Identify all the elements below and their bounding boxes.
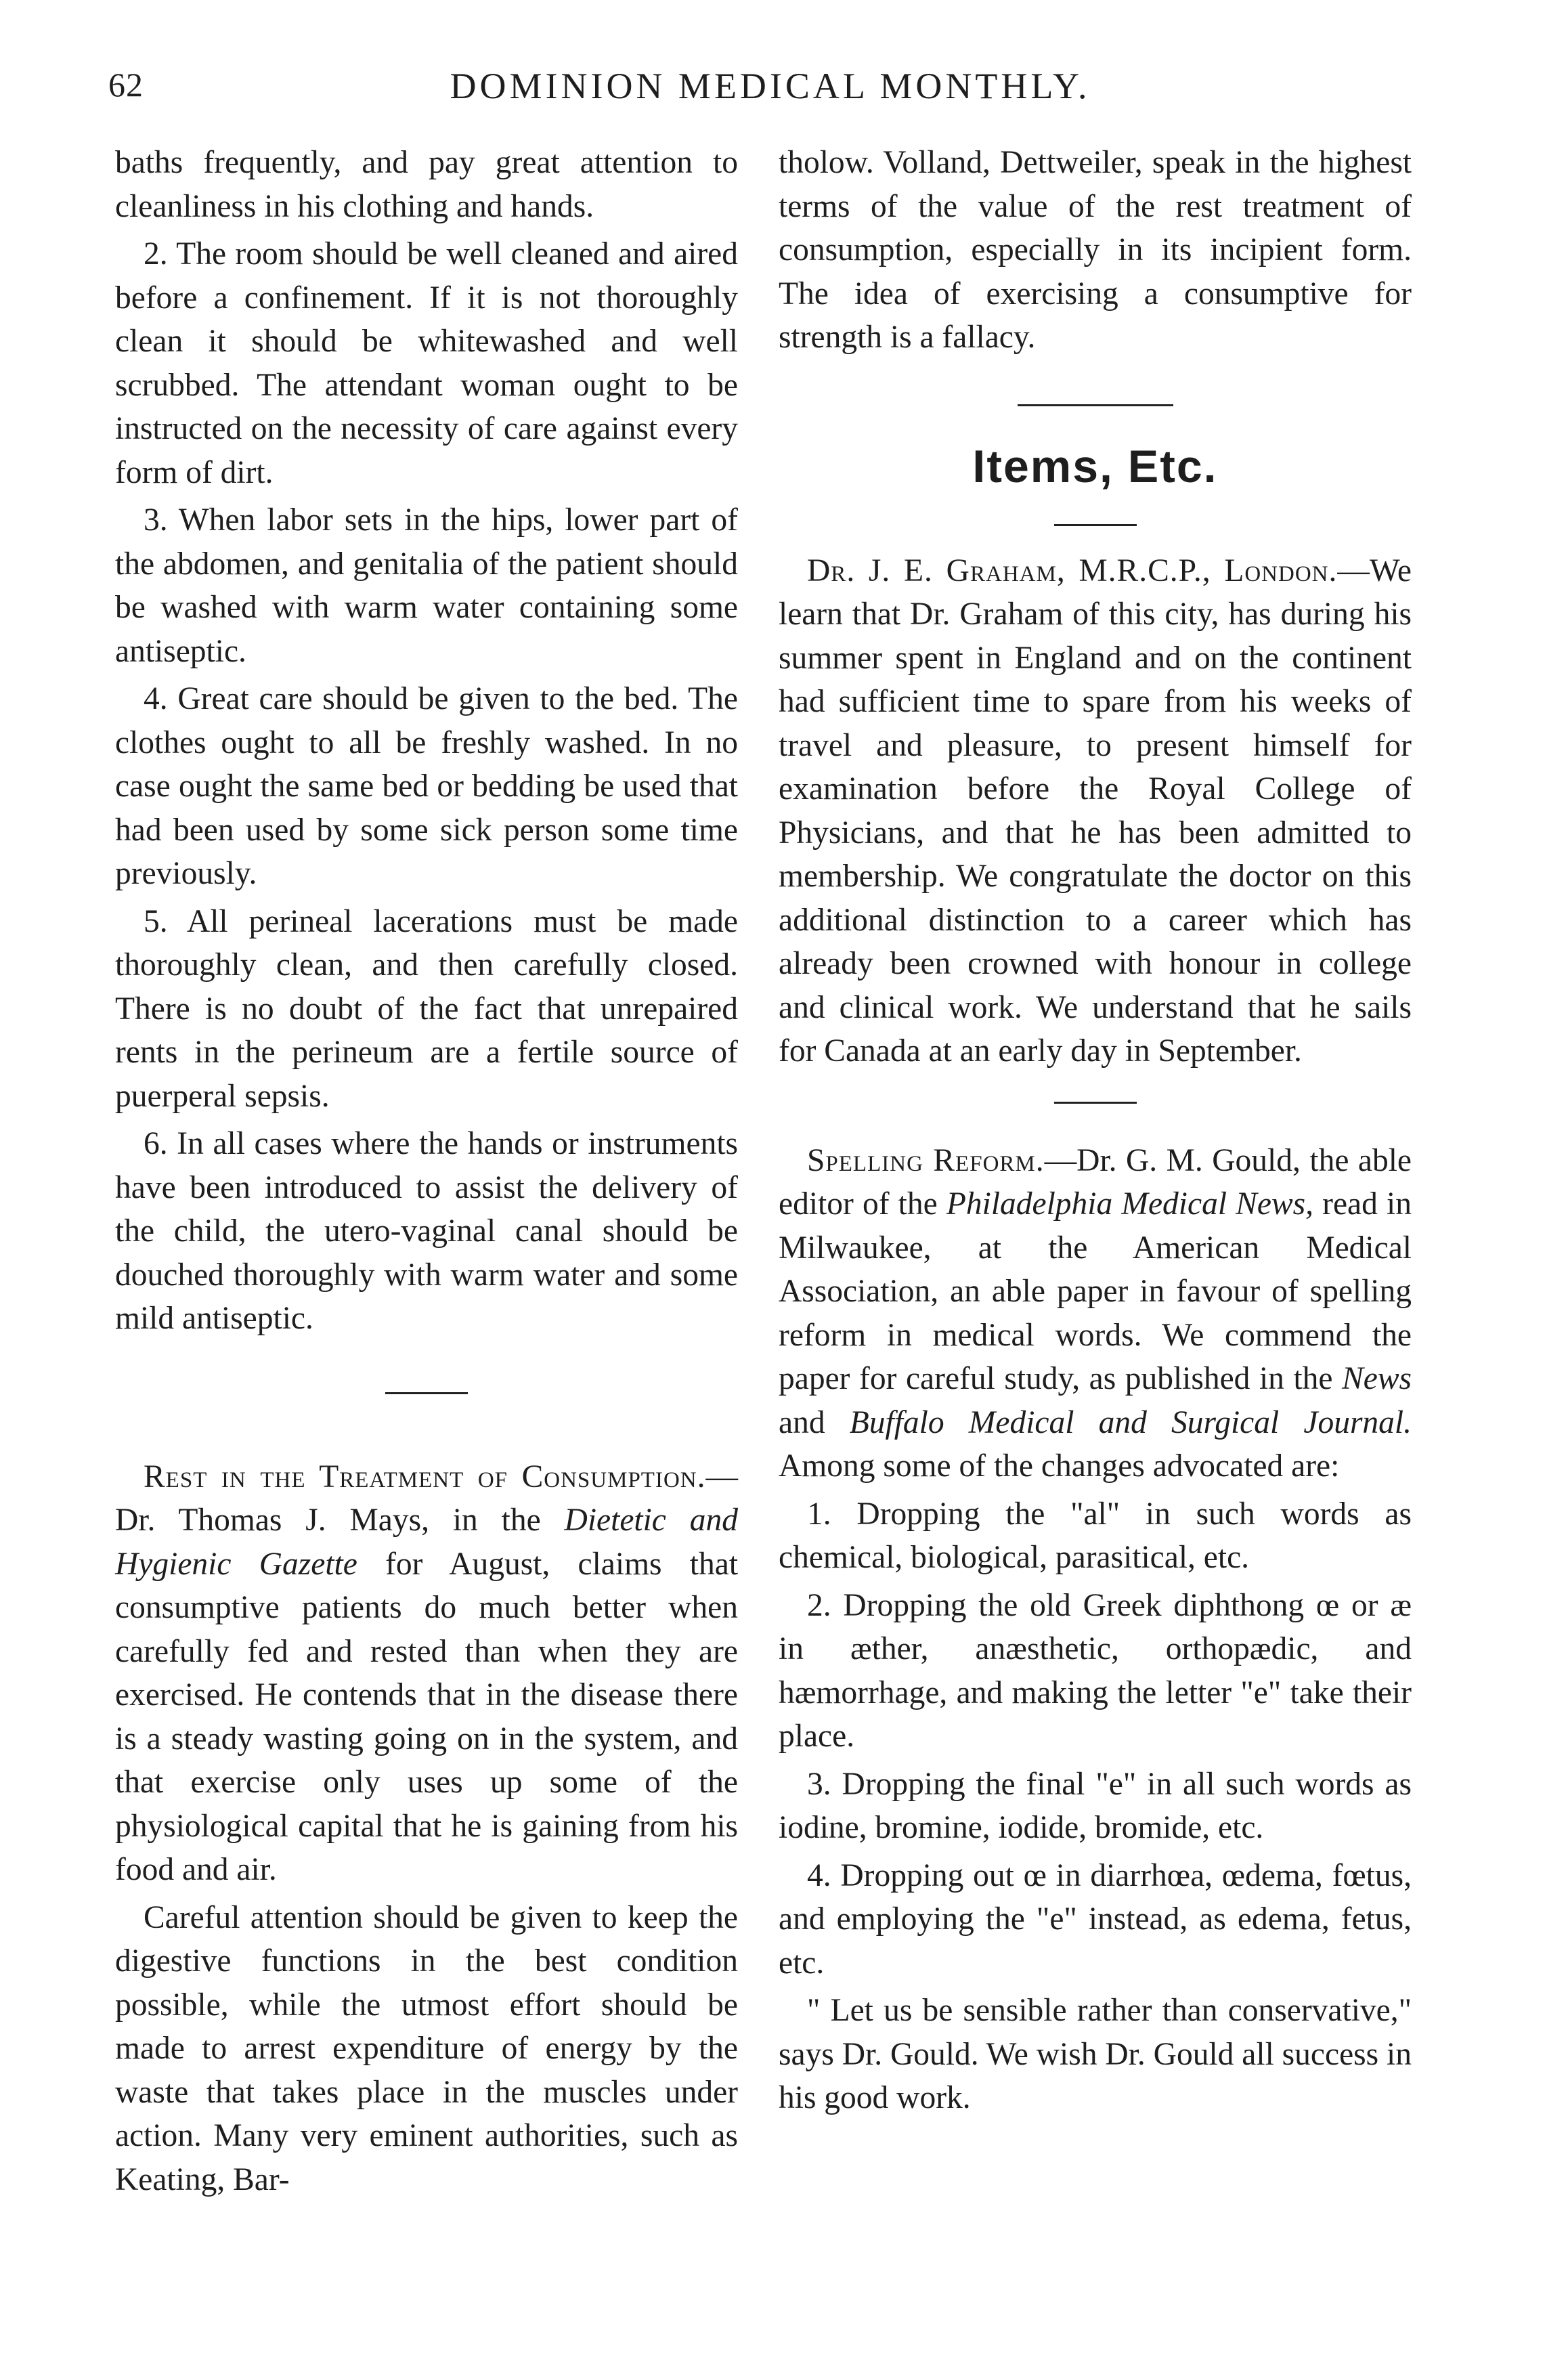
page-number: 62 (108, 66, 144, 104)
item-body: read in Milwaukee, at the American Medical Association, an able paper in favour of spelling reform in medical words. We commend the paper for careful study, as published in the (779, 1186, 1412, 1396)
change-item: 2. Dropping the old Greek diphthong œ or æ in æther, anæsthetic, orthopædic, and hæmorrhage, and making the letter "e" take their place. (779, 1587, 1412, 1754)
article-lead: Rest in the Treatment of Consumption. (144, 1459, 706, 1494)
section-divider (1018, 404, 1173, 406)
page-header (108, 65, 1432, 119)
rule-item: 2. The room should be well cleaned and aired before a confinement. If it is not thoroughly clean it should be whitewashed and well scrubbed. The attendant woman ought to be instructed on the necessity of care against every form of dirt. (115, 236, 738, 490)
spelling-item (779, 1139, 1412, 1488)
journal-title: News (1342, 1361, 1412, 1396)
article-author-intro: —Dr. Thomas J. Mays, in the (115, 1459, 738, 1538)
rule-item: 5. All perineal lacerations must be made thoroughly clean, and then carefully closed. There is no doubt of the fact that unrepaired rents in the perineum are a fertile source of puerperal sepsis. (115, 903, 738, 1114)
item-intro: —Dr. G. M. Gould, the able editor of the (779, 1142, 1412, 1222)
item-body: —We learn that Dr. Graham of this city, has during his summer spent in England and on the continent had sufficient time to spare from his weeks of travel and pleasure, to present himself for examination before the Royal College of Physicians, and that he has been admitted to membership. We congratulate the doctor on this additional distinction to a career which has already been crowned with honour in college and clinical work. We understand that he sails for Canada at an early day in September. (779, 553, 1412, 1069)
running-title: DOMINION MEDICAL MONTHLY. (450, 66, 1091, 106)
journal-title: Dietetic and Hygienic Gazette (115, 1503, 739, 1582)
right-column (779, 141, 1412, 2124)
article-body: for August, claims that consumptive patients do much better when carefully fed and rested than when they are exercised. He contends that in the disease there is a steady wasting going on in the system, and that exercise only uses up some of the physiological capital that he is gaining from his food and air. (115, 1546, 739, 1887)
graham-item (779, 549, 1412, 1073)
conjunction: and (779, 1404, 825, 1440)
section-heading: Items, Etc. (972, 440, 1218, 492)
change-item: 1. Dropping the "al" in such words as chemical, biological, parasitical, etc. (779, 1496, 1412, 1575)
change-item: 4. Dropping out œ in diarrhœa, œdema, fœtus, and employing the "e" instead, as edema, fetus, etc. (779, 1857, 1412, 1981)
left-column (115, 141, 738, 2205)
change-item: 3. Dropping the final "e" in all such words as iodine, bromine, iodide, bromide, etc. (779, 1766, 1412, 1845)
rule-item: 4. Great care should be given to the bed. The clothes ought to all be freshly washed. In no case ought the same bed or bedding be used that had been used by some sick person some time previously. (115, 681, 738, 891)
rule-item: 3. When labor sets in the hips, lower part of the abdomen, and genitalia of the patient should be washed with warm water containing some antiseptic. (115, 502, 738, 669)
closing-quote: " Let us be sensible rather than conservative," says Dr. Gould. We wish Dr. Gould all success in his good work. (779, 1993, 1412, 2115)
item-lead: Dr. J. E. Graham, M.R.C.P., London. (807, 553, 1338, 588)
item-lead: Spelling Reform. (807, 1142, 1045, 1178)
rest-article-paragraph (115, 1455, 738, 1892)
continued-paragraph: tholow. Volland, Dettweiler, speak in the highest terms of the value of the rest treatment of consumption, especially in its incipient form. The idea of exercising a consumptive for strength is a fallacy. (779, 145, 1412, 355)
journal-title: Buffalo Medical and Surgical Journal. (849, 1404, 1412, 1440)
changes-intro: Among some of the changes advocated are: (779, 1448, 1340, 1484)
rule-item: 6. In all cases where the hands or instruments have been introduced to assist the delivery of the child, the utero-vaginal canal should be douched thoroughly with warm water and some mild antiseptic. (115, 1126, 738, 1336)
continued-paragraph: baths frequently, and pay great attention to cleanliness in his clothing and hands. (115, 145, 738, 224)
rest-article-paragraph-2: Careful attention should be given to keep the digestive functions in the best condition possible, while the utmost effort should be made to arrest expenditure of energy by the waste that takes place in the muscles under action. Many very eminent authorities, such as Keating, Bar- (115, 1899, 738, 2197)
journal-title: Philadelphia Medical News, (946, 1186, 1313, 1222)
